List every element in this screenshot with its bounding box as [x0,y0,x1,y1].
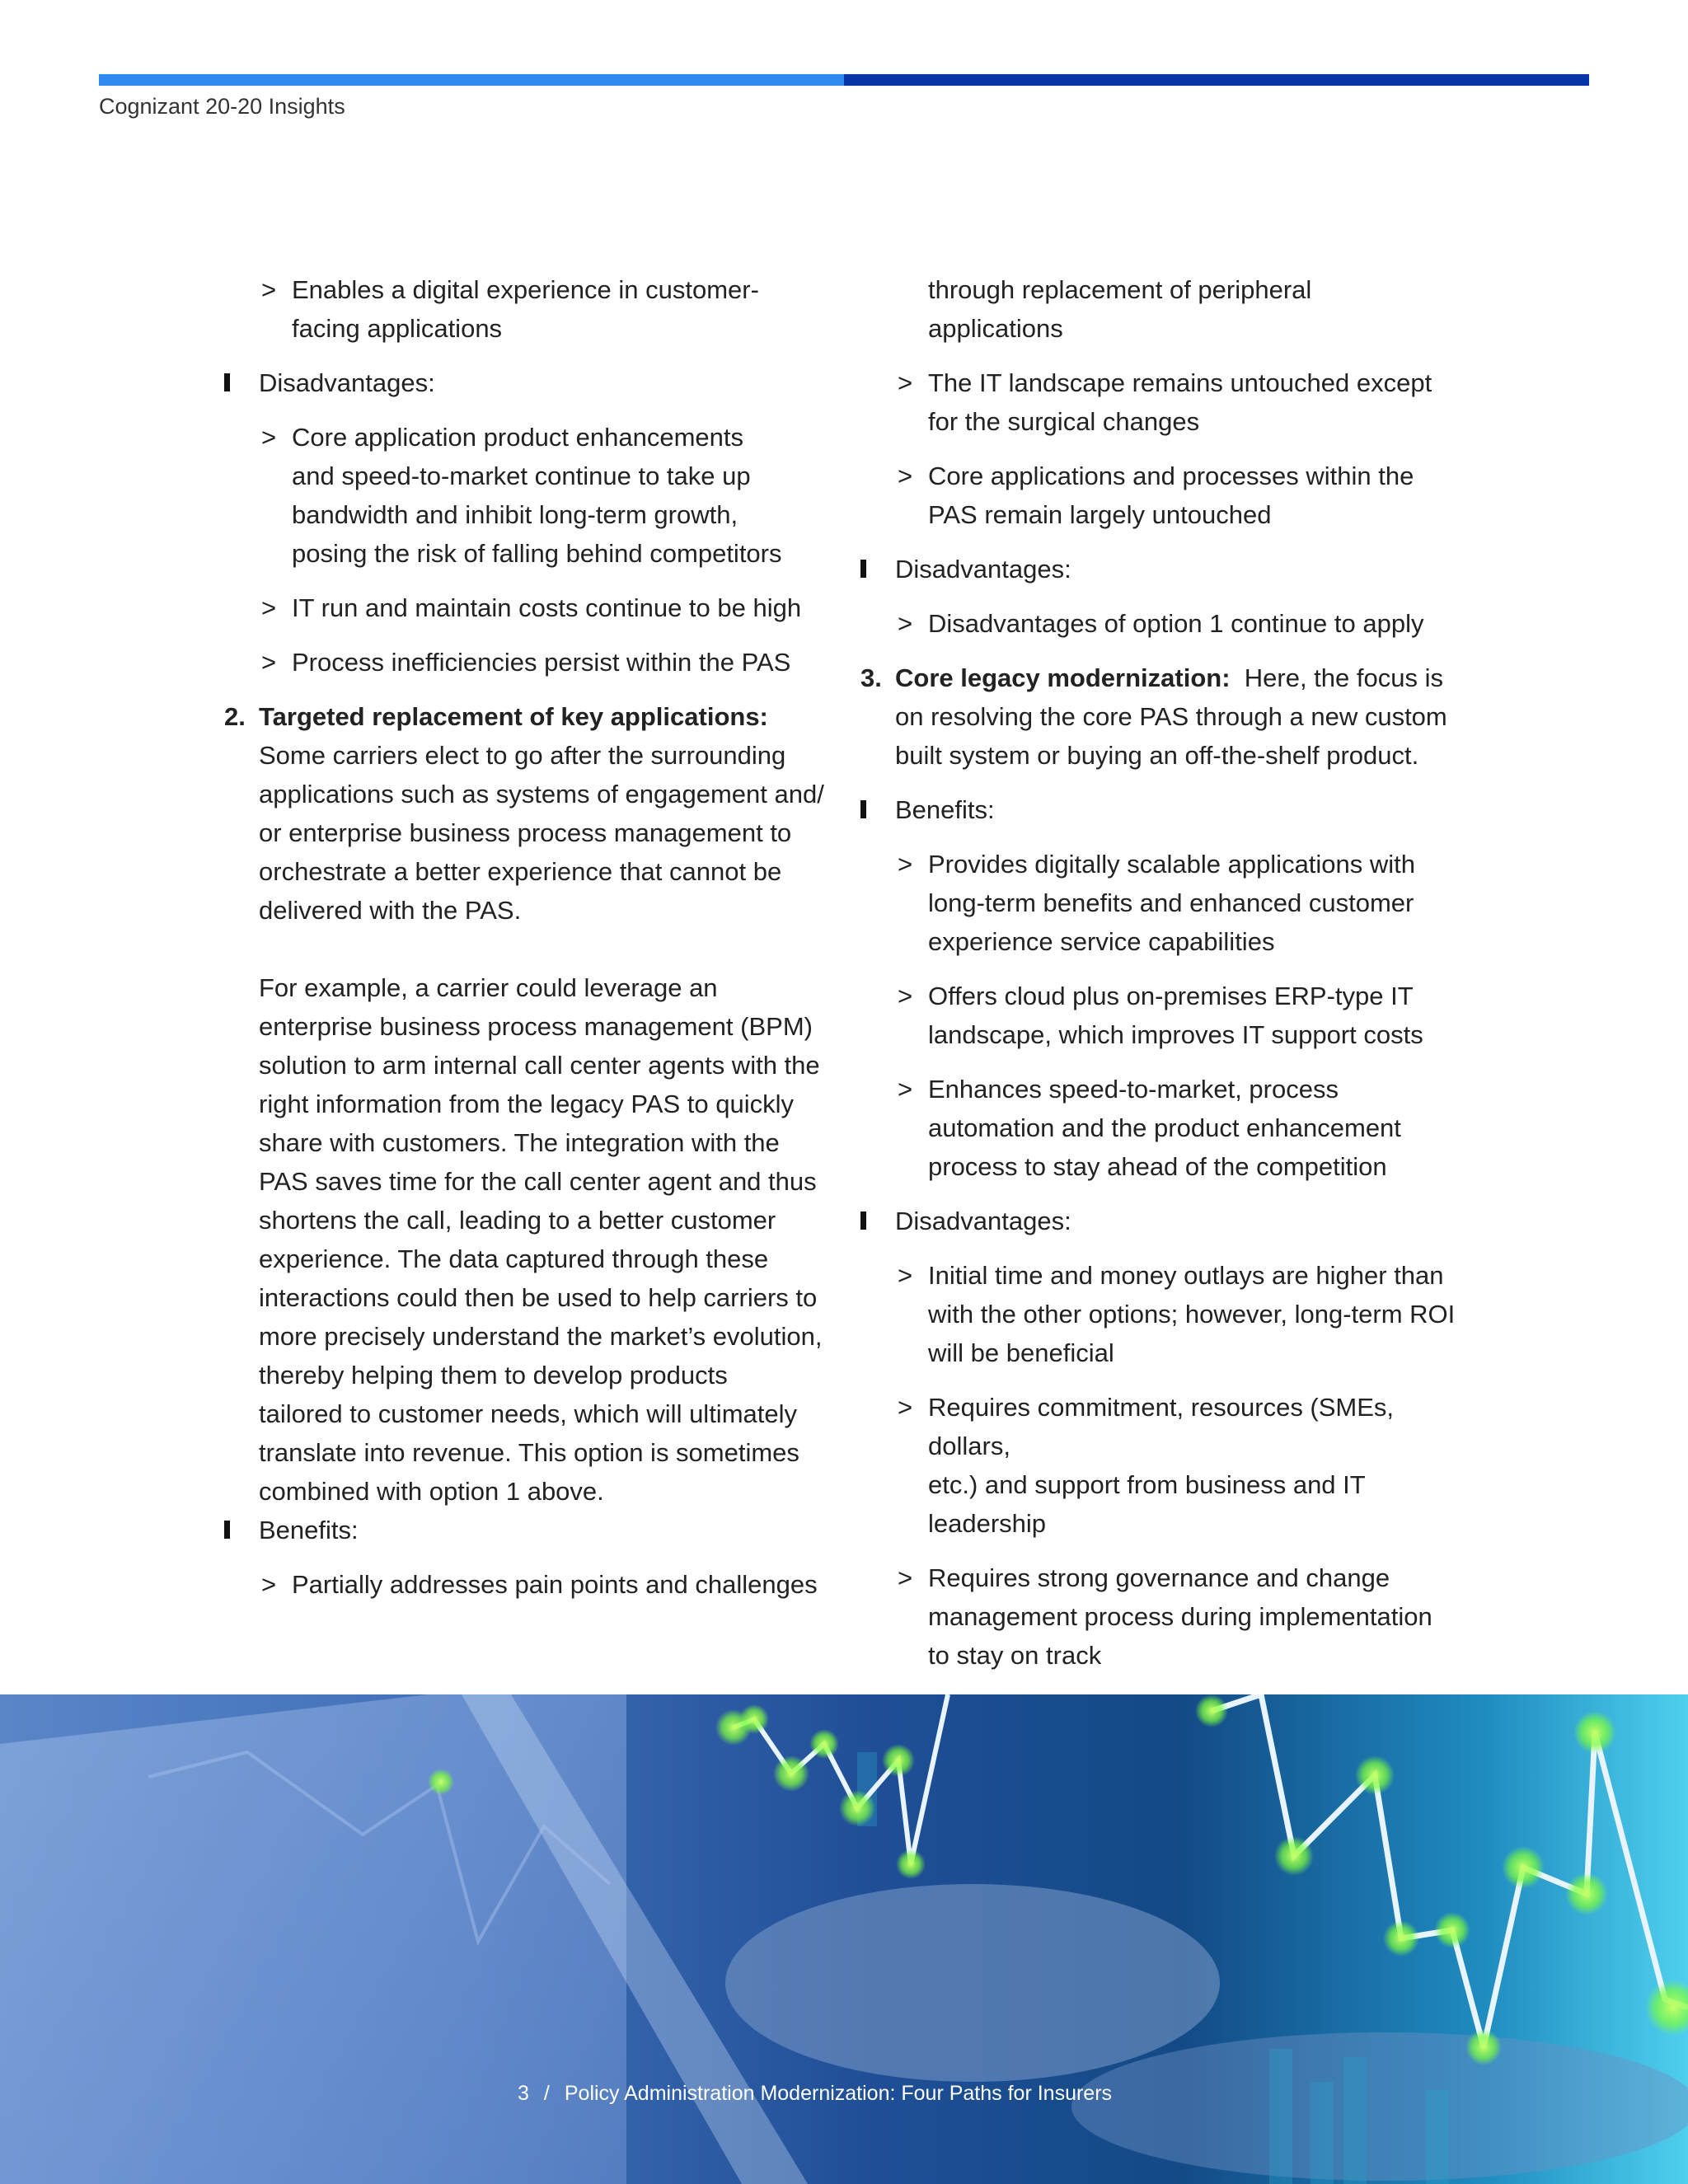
list-item: > The IT landscape remains untouched except for the surgical changes [860,363,1479,441]
hero-image [0,1694,1688,2184]
chevron-marker-icon: > [898,368,913,397]
list-item: > IT run and maintain costs continue to be high [224,588,834,627]
header-accent-bar [99,74,1589,86]
bar-bullet-icon [224,1521,230,1539]
list-item: > Disadvantages of option 1 continue to apply [860,604,1479,643]
hero-illustration [0,1694,1688,2184]
list-item: > Initial time and money outlays are higher than with the other options; however, long-term ROI will be beneficial [860,1256,1479,1372]
chevron-marker-icon: > [261,275,277,304]
hand-shape [725,1884,1220,2082]
chevron-marker-icon: > [261,1570,277,1599]
bullet-heading: Benefits: [860,790,1479,829]
document-title: Policy Administration Modernization: Four Paths for Insurers [564,2082,1113,2105]
accent-bar-light [99,74,844,86]
page-footer: 3 / Policy Administration Modernization: Four Paths for Insurers [518,2082,1113,2105]
accent-bar-dark [844,74,1589,86]
chevron-marker-icon: > [261,648,277,677]
list-item: > Requires strong governance and change management process during implementation to stay on track [860,1558,1479,1675]
chevron-marker-icon: > [261,423,277,452]
bar-bullet-icon [860,800,866,818]
left-column [224,270,834,1619]
bar-bullet-icon [860,1212,866,1230]
list-item: > Enhances speed-to-market, process automation and the product enhancement process to stay ahead of the competition [860,1070,1479,1186]
chevron-marker-icon: > [898,462,913,490]
bullet-heading: Disadvantages: [860,550,1479,588]
chevron-marker-icon: > [898,982,913,1010]
right-column [860,270,1479,1745]
item-title: Targeted replacement of key applications: [259,702,768,731]
list-item: > Offers cloud plus on-premises ERP-type IT landscape, which improves IT support costs [860,977,1479,1054]
list-item: > Core applications and processes within the PAS remain largely untouched [860,457,1479,534]
chevron-marker-icon: > [898,1393,913,1422]
bar-bullet-icon [860,560,866,578]
chevron-marker-icon: > [261,593,277,622]
bullet-heading: Disadvantages: [224,363,834,402]
hand-shape [1071,2032,1688,2181]
list-item: > Provides digitally scalable applications with long-term benefits and enhanced customer experience service capabilities [860,845,1479,961]
bar-bullet-icon [224,373,230,391]
numbered-item-3: 3. Core legacy modernization: Here, the focus is on resolving the core PAS through a new custom built system or buying an off-the-shelf product. [860,663,1447,770]
list-item: > Partially addresses pain points and challenges [224,1565,834,1604]
bullet-heading: Disadvantages: [860,1202,1479,1240]
publication-brand: Cognizant 20-20 Insights [99,94,345,119]
item-title: Core legacy modernization: [895,663,1231,692]
list-item-continued: through replacement of peripheral applications [928,275,1312,343]
bullet-heading: Benefits: [224,1511,834,1549]
list-item: > Core application product enhancements and speed-to-market continue to take up bandwidth and inhibit long-term growth, posing the risk of falling behind competitors [224,418,834,573]
list-item: > Requires commitment, resources (SMEs, dollars, etc.) and support from business and IT leadership [860,1388,1479,1543]
chevron-marker-icon: > [898,850,913,879]
list-item: > Process inefficiencies persist within the PAS [224,643,834,682]
numbered-item-2: 2. Targeted replacement of key applications: Some carriers elect to go after the surrounding applications such as systems of engagement and/ or enterprise business process management to orchestrate a better experience that cannot be delivered with the PAS. For example, a carrier could leverage an enterprise business process management (BPM) solution to arm internal call center agents with the right information from the legacy PAS to quickly share with customers. The integration with the PAS saves time for the call center agent and thus shortens the call, leading to a better customer experience. The data captured through these interactions could then be used to help carriers to more precisely understand the market’s evolution, thereby helping them to develop products tailored to customer needs, which will ultimately translate into revenue. This option is sometimes combined with option 1 above. [224,697,834,1511]
list-item: > Enables a digital experience in customer- facing applications [224,270,834,348]
chevron-marker-icon: > [898,1075,913,1104]
chevron-marker-icon: > [898,609,913,638]
chevron-marker-icon: > [898,1261,913,1290]
chevron-marker-icon: > [898,1563,913,1592]
page-number: 3 [518,2082,529,2105]
